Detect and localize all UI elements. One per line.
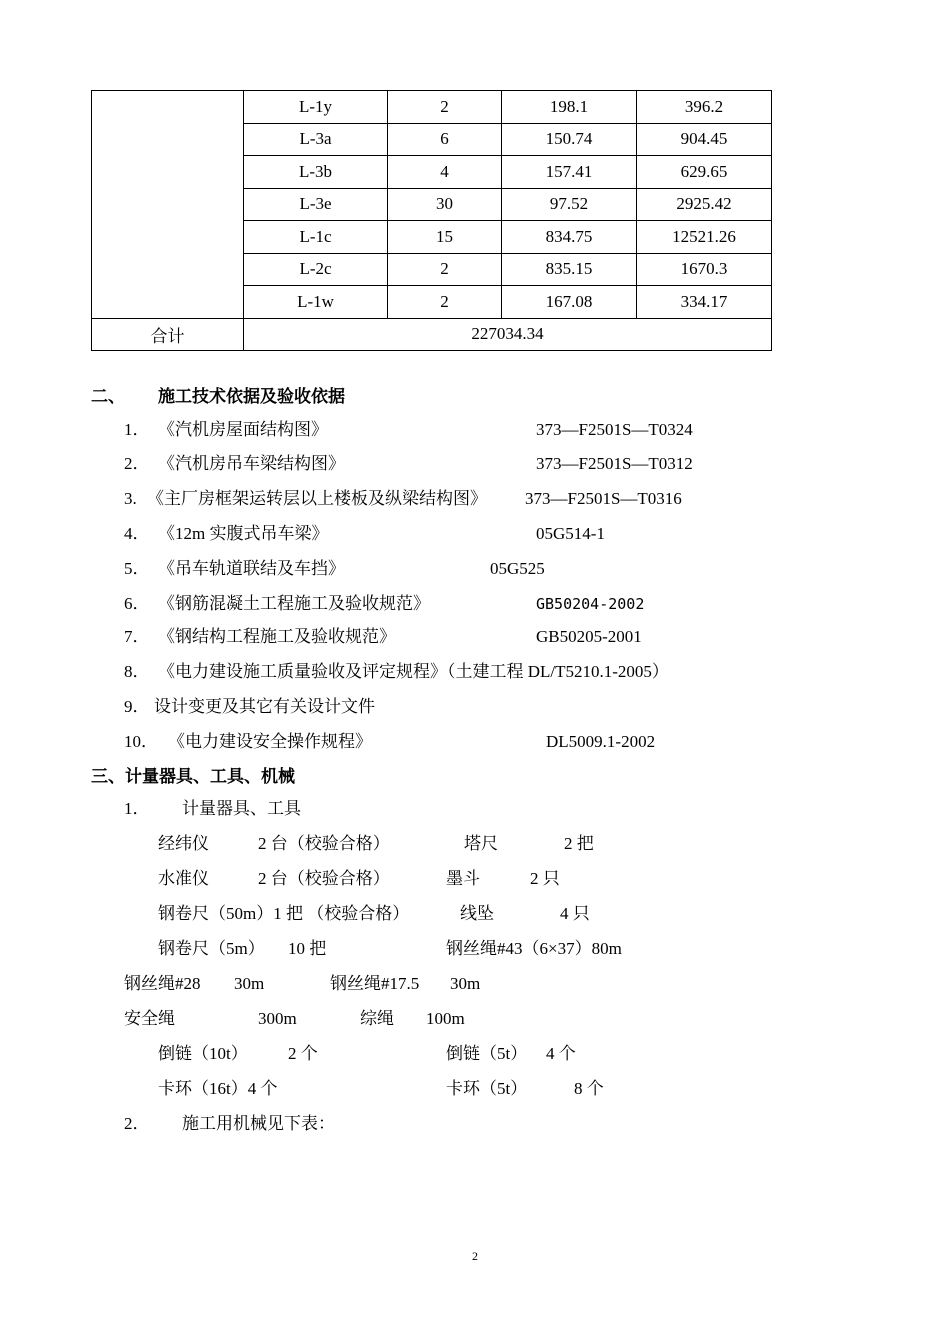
table-cell: L-1y <box>244 91 388 124</box>
total-value: 227034.34 <box>244 318 772 351</box>
table-cell: 904.45 <box>637 123 772 156</box>
tool-name: 线坠 <box>460 904 494 923</box>
tool-name: 钢丝绳#17.5 <box>330 974 420 993</box>
sub2-number: 2． <box>124 1114 150 1133</box>
ref-item-name: 设计变更及其它有关设计文件 <box>154 697 375 716</box>
table-cell: 1670.3 <box>637 253 772 286</box>
ref-item-code: 373—F2501S—T0312 <box>536 454 693 473</box>
tool-qty: 2 台（校验合格） <box>258 834 390 853</box>
tool-name: 钢卷尺（50m）1 把 （校验合格） <box>158 904 410 923</box>
ref-item-num: 6． <box>124 594 150 613</box>
ref-item-code: 373—F2501S—T0316 <box>525 489 682 508</box>
ref-item-code: 05G525 <box>490 559 545 578</box>
ref-item-name: 《吊车轨道联结及车挡》 <box>158 559 345 578</box>
tool-qty: 300m <box>258 1009 297 1028</box>
tool-name: 卡环（16t）4 个 <box>158 1079 278 1098</box>
ref-item-name: 《主厂房框架运转层以上楼板及纵梁结构图》 <box>147 489 487 508</box>
table-row <box>92 91 772 124</box>
tool-qty: 30m <box>234 974 265 993</box>
tool-name: 钢丝绳#28 <box>124 974 201 993</box>
ref-item-num: 9． <box>124 697 150 716</box>
ref-item-num: 10． <box>124 732 158 751</box>
tool-qty: 2 只 <box>530 869 560 888</box>
ref-item-num: 8． <box>124 662 150 681</box>
tool-name: 塔尺 <box>464 834 498 853</box>
quantity-table-body <box>92 91 772 351</box>
ref-item-name: 《电力建设施工质量验收及评定规程》（土建工程 DL/T5210.1-2005） <box>158 662 669 681</box>
table-cell: 835.15 <box>502 253 637 286</box>
tool-qty: 2 把 <box>564 834 594 853</box>
total-label: 合计 <box>92 318 244 351</box>
ref-item-name: 《钢筋混凝土工程施工及验收规范》 <box>158 594 430 613</box>
ref-item-code: GB50205-2001 <box>536 627 642 646</box>
table-cell: 12521.26 <box>637 221 772 254</box>
tool-qty: 2 台（校验合格） <box>258 869 390 888</box>
ref-item-name: 《12m 实腹式吊车梁》 <box>158 524 329 543</box>
ref-item-num: 2． <box>124 454 150 473</box>
tool-name: 钢丝绳#43（6×37）80m <box>446 939 622 958</box>
table-cell: 30 <box>388 188 502 221</box>
ref-item-num: 5． <box>124 559 150 578</box>
tool-name: 墨斗 <box>446 869 480 888</box>
quantity-table <box>91 90 772 351</box>
tool-name: 安全绳 <box>124 1009 175 1028</box>
table-cell: 97.52 <box>502 188 637 221</box>
table-cell: 334.17 <box>637 286 772 319</box>
tool-qty: 4 只 <box>560 904 590 923</box>
table-cell: 629.65 <box>637 156 772 189</box>
section3-title: 三、计量器具、工具、机械 <box>91 767 295 786</box>
ref-item-code: GB50204-2002 <box>536 595 645 613</box>
table-cell: L-1w <box>244 286 388 319</box>
table-cell: 157.41 <box>502 156 637 189</box>
table-cell: 167.08 <box>502 286 637 319</box>
tool-name: 倒链（10t） <box>158 1044 248 1063</box>
sub1-number: 1． <box>124 799 150 818</box>
table-cell: 15 <box>388 221 502 254</box>
ref-item-name: 《电力建设安全操作规程》 <box>168 732 372 751</box>
sub1-title: 计量器具、工具 <box>182 799 301 818</box>
table-cell: L-3b <box>244 156 388 189</box>
tool-qty: 8 个 <box>574 1079 604 1098</box>
table-cell: 2 <box>388 253 502 286</box>
table-cell: 396.2 <box>637 91 772 124</box>
table-cell: 198.1 <box>502 91 637 124</box>
tool-qty: 30m <box>450 974 481 993</box>
table-cell: 2 <box>388 91 502 124</box>
tool-name: 水准仪 <box>158 869 209 888</box>
table-cell: 4 <box>388 156 502 189</box>
tool-qty: 10 把 <box>288 939 327 958</box>
page-number: 2 <box>472 1249 478 1263</box>
tool-name: 综绳 <box>360 1009 394 1028</box>
ref-item-code: DL5009.1-2002 <box>546 732 656 751</box>
ref-item-name: 《汽机房屋面结构图》 <box>158 420 328 439</box>
ref-item-num: 1． <box>124 420 150 439</box>
table-cell: 150.74 <box>502 123 637 156</box>
table-cell: L-3e <box>244 188 388 221</box>
tool-qty: 100m <box>426 1009 465 1028</box>
ref-item-num: 4． <box>124 524 150 543</box>
ref-item-name: 《汽机房吊车梁结构图》 <box>158 454 345 473</box>
table-cell: 6 <box>388 123 502 156</box>
table-cell: L-3a <box>244 123 388 156</box>
tool-name: 卡环（5t） <box>446 1079 528 1098</box>
merged-empty-cell <box>92 91 244 319</box>
section2-number: 二、 <box>91 387 125 406</box>
section2-title: 施工技术依据及验收依据 <box>158 387 345 406</box>
table-cell: L-2c <box>244 253 388 286</box>
tool-qty: 4 个 <box>546 1044 576 1063</box>
tool-qty: 2 个 <box>288 1044 318 1063</box>
ref-item-num: 3. <box>124 489 137 508</box>
table-cell: 834.75 <box>502 221 637 254</box>
table-cell: 2 <box>388 286 502 319</box>
ref-item-code: 373—F2501S—T0324 <box>536 420 693 439</box>
table-cell: L-1c <box>244 221 388 254</box>
sub2-title: 施工用机械见下表： <box>182 1114 335 1133</box>
tool-name: 经纬仪 <box>158 834 209 853</box>
table-total-row <box>92 318 772 351</box>
tool-name: 倒链（5t） <box>446 1044 528 1063</box>
tool-name: 钢卷尺（5m） <box>158 939 265 958</box>
ref-item-num: 7． <box>124 627 150 646</box>
ref-item-code: 05G514-1 <box>536 524 605 543</box>
table-cell: 2925.42 <box>637 188 772 221</box>
ref-item-name: 《钢结构工程施工及验收规范》 <box>158 627 396 646</box>
